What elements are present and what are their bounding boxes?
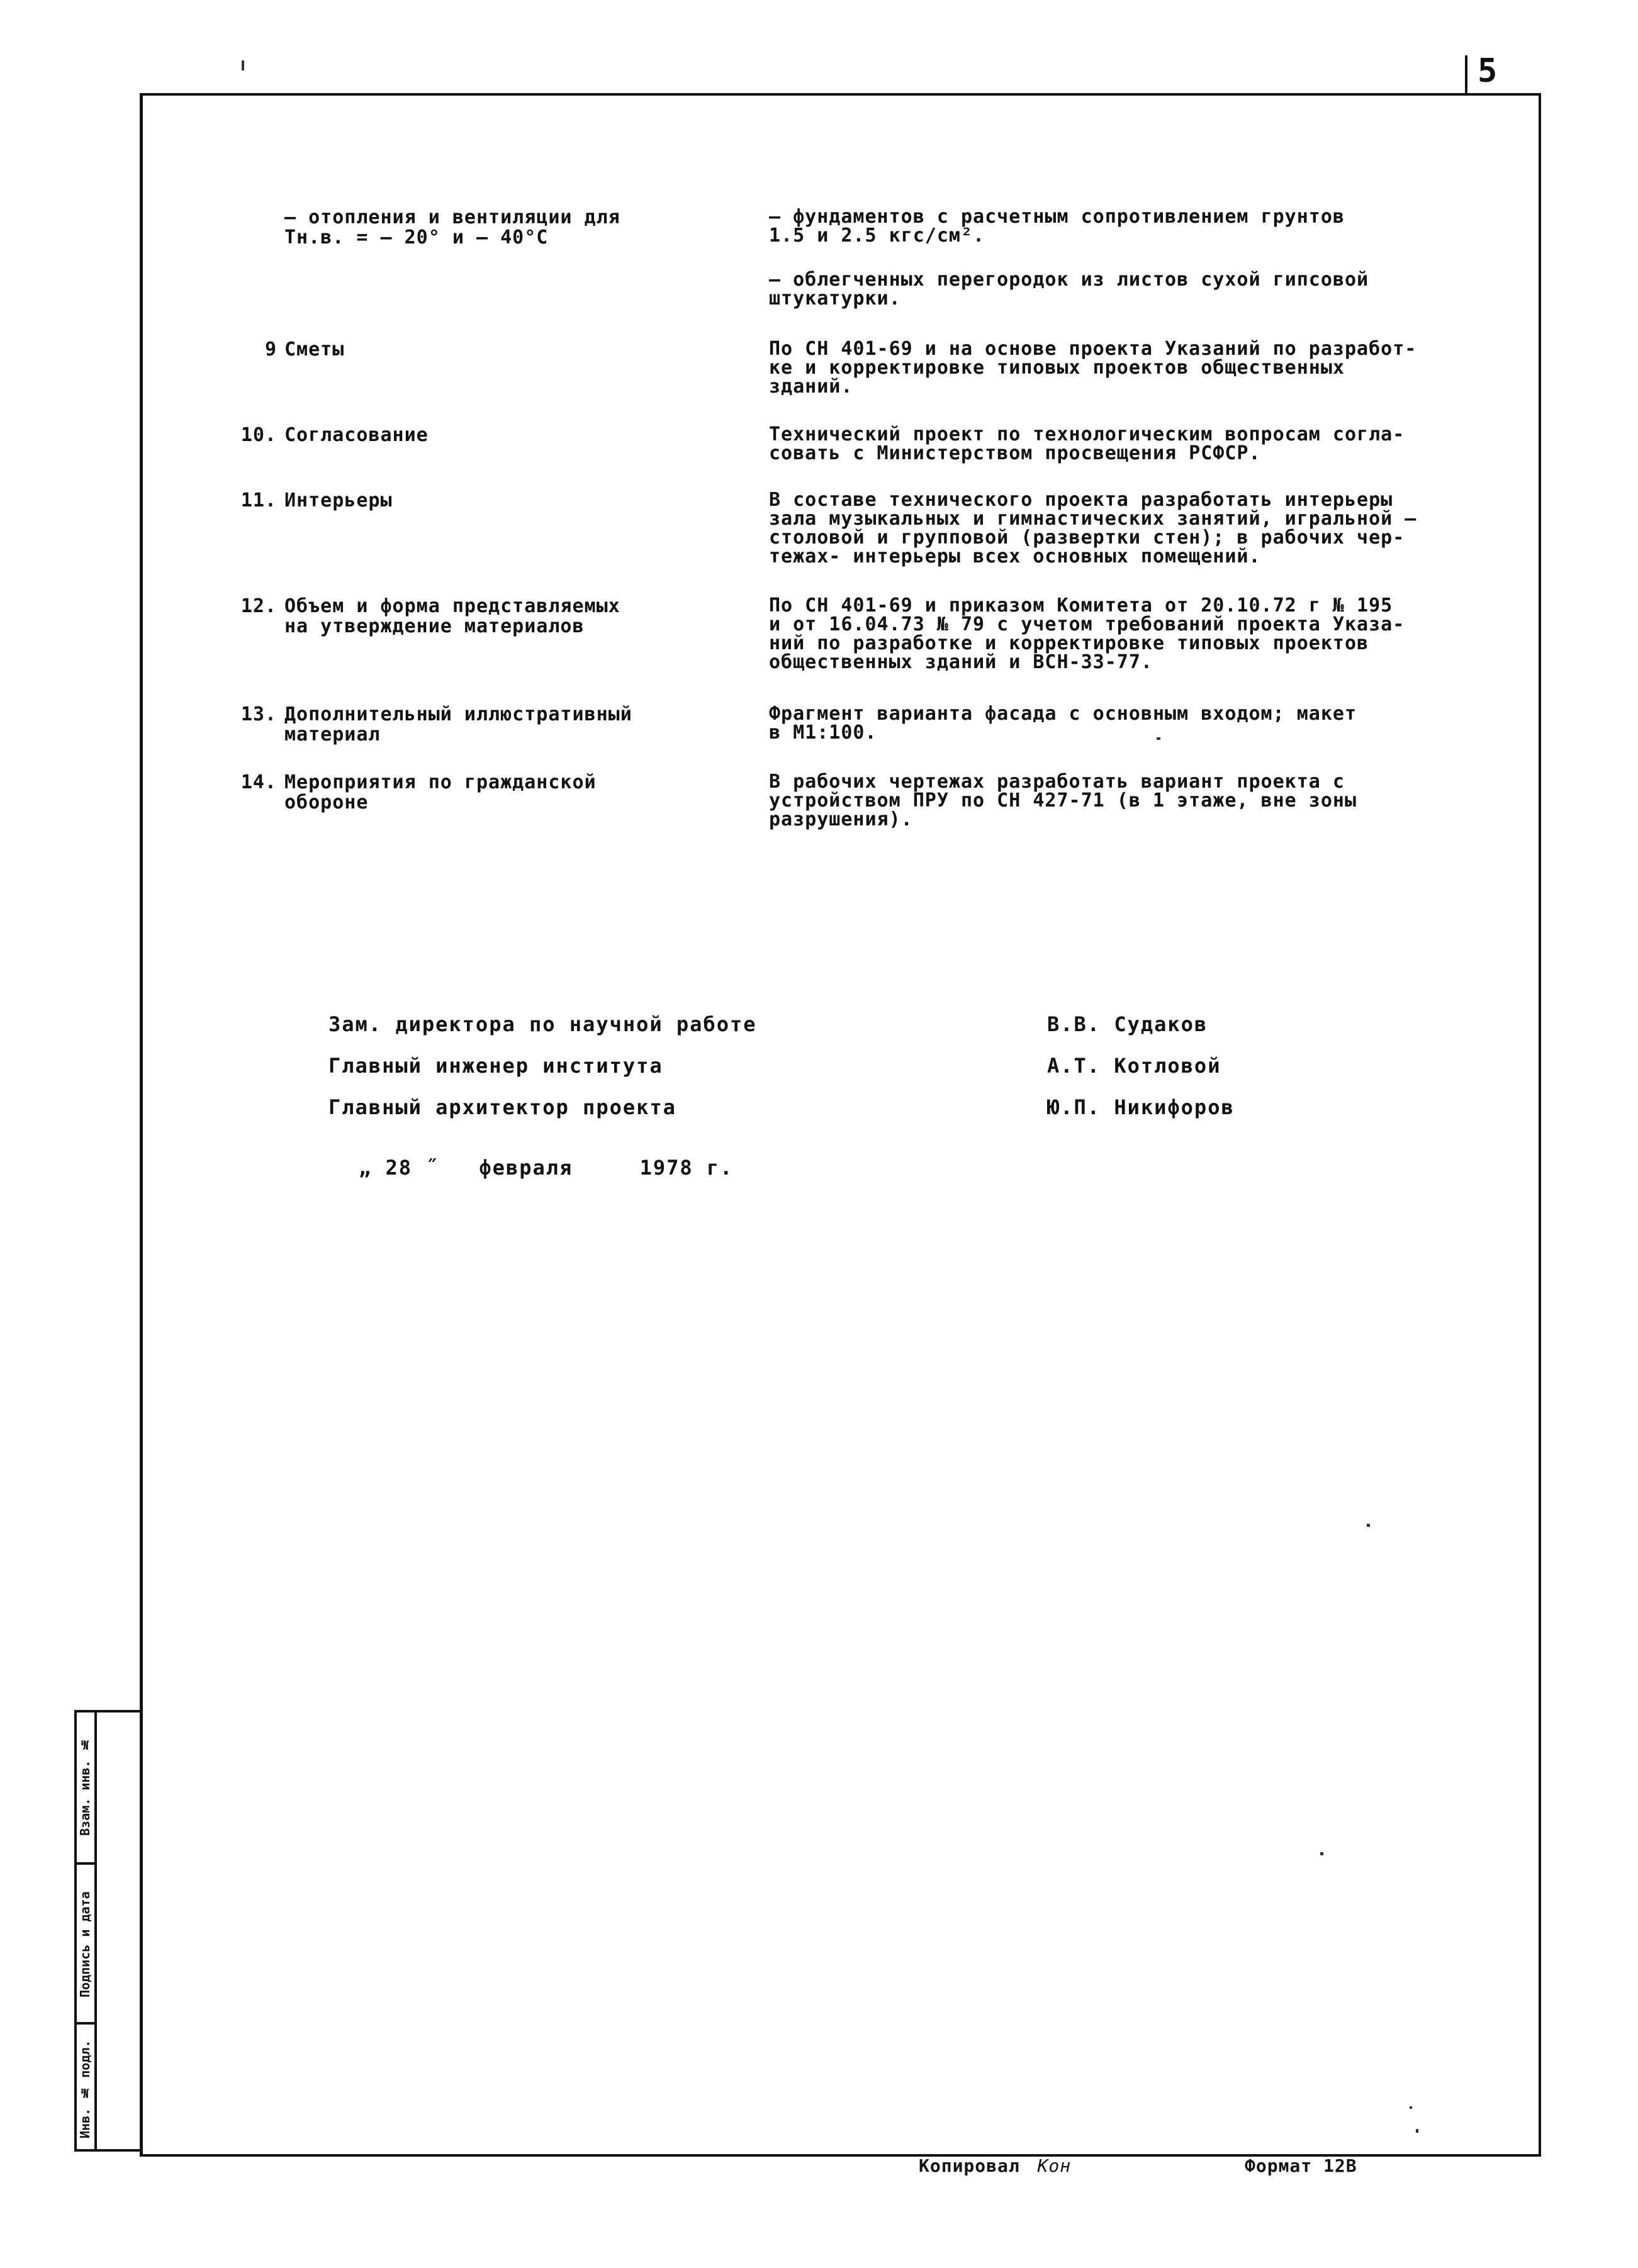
registration-mark	[242, 60, 244, 70]
drawing-frame	[140, 93, 1541, 2157]
item-title: – отопления и вентиляции для Тн.в. = – 20° и – 40°С	[284, 206, 620, 249]
stamp-cell-divider	[74, 2022, 94, 2025]
item-description: – фундаментов с расчетным сопротивлением грунтов 1.5 и 2.5 кгс/см².	[769, 206, 1345, 247]
item-title: Интерьеры	[284, 489, 393, 511]
item-description: Фрагмент варианта фасада с основным входом; макет в М1:100.	[769, 703, 1357, 744]
item-title: Дополнительный иллюстративный материал	[284, 703, 632, 746]
stamp-label-signature-date: Подпись и дата	[77, 1891, 93, 1998]
speck-mark	[1157, 737, 1160, 740]
item-number: 14.	[240, 771, 277, 793]
stamp-cell-divider	[74, 1862, 94, 1865]
item-number: 13.	[240, 703, 277, 725]
stamp-column-divider	[94, 1710, 142, 2152]
item-title: Объем и форма представляемых на утверждение материалов	[284, 595, 620, 637]
item-description: В составе технического проекта разработать интерьеры зала музыкальных и гимнастических занятий, игральной – столовой и групповой (развертки стен); в рабочих чер- тежах- интерьеры всех основных помещений.	[769, 489, 1417, 567]
stamp-label-inv-podl: Инв. № подл.	[77, 2040, 93, 2139]
speck-mark	[1410, 2106, 1412, 2109]
document-date: „ 28 ˝ февраля 1978 г.	[359, 1156, 734, 1180]
format-label: Формат 12В	[1245, 2155, 1357, 2176]
signature-role: Главный архитектор проекта	[328, 1095, 676, 1119]
item-description: Технический проект по технологическим вопросам согла- совать с Министерством просвещения РСФСР.	[769, 423, 1405, 464]
copied-label: Копировал	[919, 2155, 1020, 2176]
page-number: 5	[1478, 52, 1498, 90]
item-description: По СН 401-69 и на основе проекта Указаний по разработ- ке и корректировке типовых проектов общественных зданий.	[769, 338, 1417, 398]
copied-signature: Кон	[1037, 2155, 1072, 2176]
item-title: Согласование	[284, 424, 429, 446]
speck-mark	[1367, 1524, 1370, 1527]
stamp-label-vzam-inv: Взам. инв. №	[77, 1737, 93, 1836]
item-title: Мероприятия по гражданской обороне	[284, 771, 597, 813]
signature-name: Ю.П. Никифоров	[1047, 1095, 1235, 1119]
item-number: 12.	[240, 595, 277, 617]
item-number: 9	[264, 338, 277, 360]
signature-name: А.Т. Котловой	[1047, 1054, 1221, 1078]
item-description: По СН 401-69 и приказом Комитета от 20.10.72 г № 195 и от 16.04.73 № 79 с учетом требований проекта Указа- ний по разработке и корректировке типовых проектов общественных зданий и ВСН-33-77.	[769, 595, 1405, 673]
signature-role: Главный инженер института	[328, 1054, 663, 1078]
item-number: 10.	[240, 424, 277, 446]
copied-by-label	[919, 2155, 1071, 2176]
signature-name: В.В. Судаков	[1047, 1012, 1208, 1036]
item-title: Сметы	[284, 338, 345, 360]
speck-mark	[1416, 2129, 1418, 2133]
item-description: – облегченных перегородок из листов сухой гипсовой штукатурки.	[769, 269, 1369, 310]
item-description: В рабочих чертежах разработать вариант проекта с устройством ПРУ по СН 427-71 (в 1 этаже, вне зоны разрушения).	[769, 771, 1357, 830]
page-number-box	[1465, 55, 1473, 94]
signature-role: Зам. директора по научной работе	[328, 1012, 757, 1036]
item-number: 11.	[240, 489, 277, 511]
speck-mark	[1320, 1852, 1323, 1855]
